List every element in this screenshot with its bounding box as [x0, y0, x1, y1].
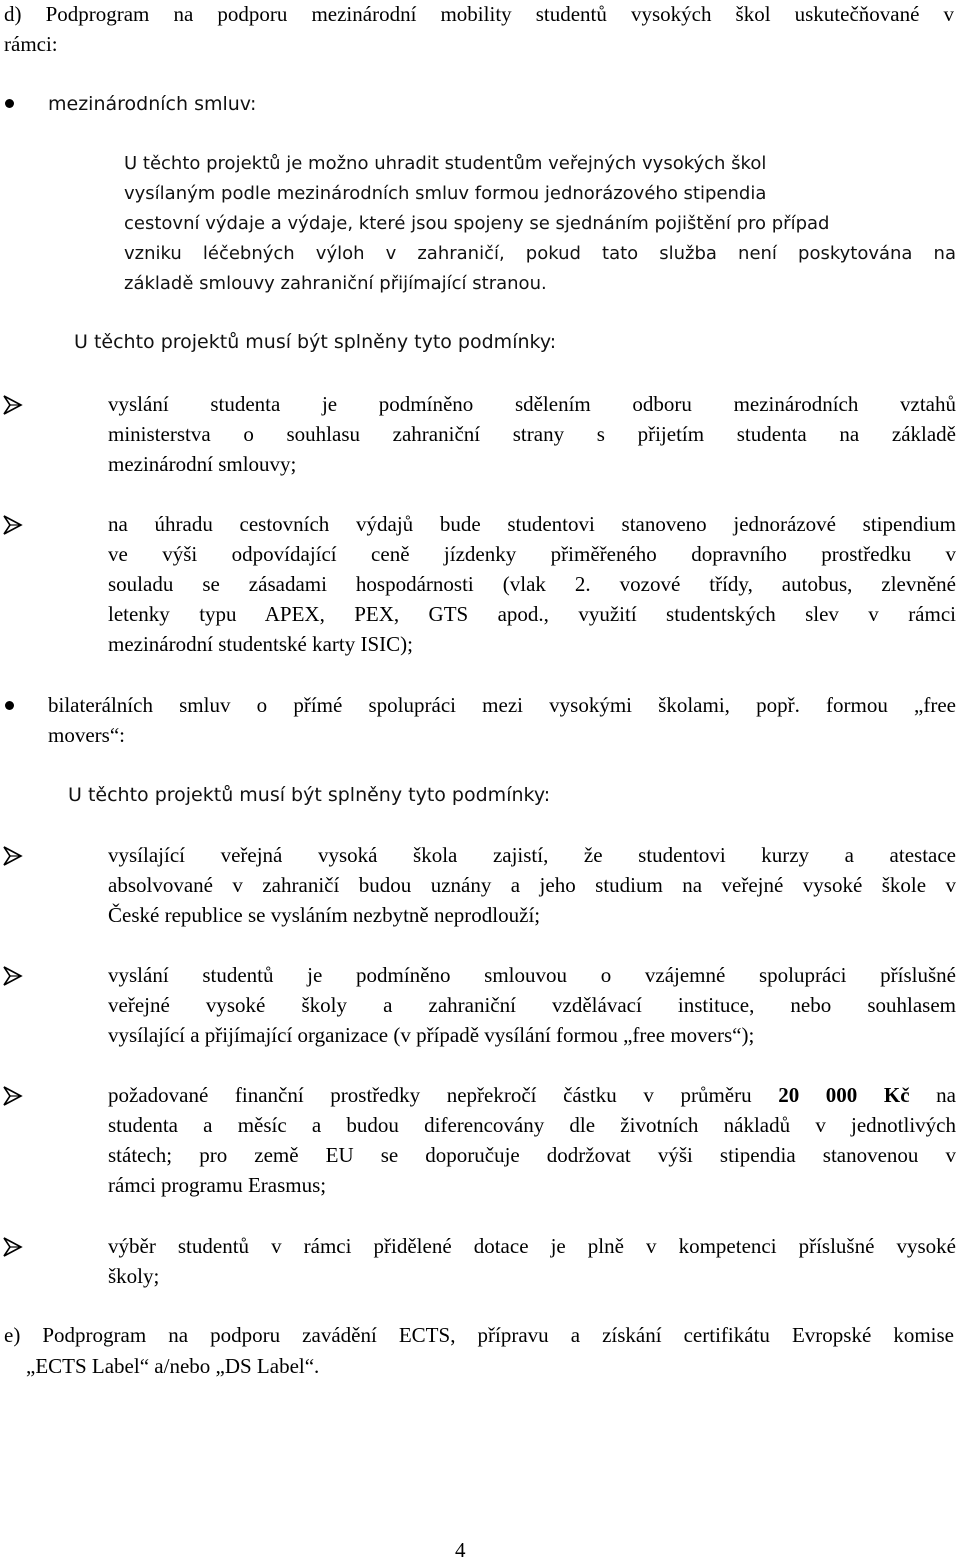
section-d-heading-line2: rámci:: [4, 32, 58, 56]
condition-line: České republice se vysláním nezbytně neprodlouží;: [108, 903, 541, 927]
condition-line: [108, 1080, 956, 1110]
condition-line: vyslání studentů je podmíněno smlouvou o vzájemné spolupráci příslušné: [108, 963, 956, 987]
condition-line: státech; pro země EU se doporučuje dodržovat výši stipendia stanovenou v: [108, 1143, 956, 1167]
arrow-bullet-icon: [2, 965, 24, 987]
condition-line: veřejné vysoké školy a zahraniční vzdělávací instituce, nebo souhlasem: [108, 993, 956, 1017]
bullet1-paragraph-line: U těchto projektů je možno uhradit studentům veřejných vysokých škol: [124, 153, 767, 174]
condition-line: na úhradu cestovních výdajů bude studentovi stanoveno jednorázové stipendium: [108, 512, 956, 536]
bullet-icon: [5, 701, 14, 710]
condition-line: školy;: [108, 1264, 160, 1288]
bullet1-paragraph-line: vysílaným podle mezinárodních smluv formou jednorázového stipendia: [124, 183, 767, 204]
arrow-bullet-icon: [2, 1085, 24, 1107]
condition-text: požadované finanční prostředky nepřekročí částku v průměru: [108, 1083, 779, 1107]
condition-line: studenta a měsíc a budou diferencovány dle životních nákladů v jednotlivých: [108, 1113, 956, 1137]
page-number: 4: [455, 1538, 466, 1562]
bullet2-label-line1: bilaterálních smluv o přímé spolupráci mezi vysokými školami, popř. formou „free: [48, 693, 956, 717]
bullet1-paragraph-line: vzniku léčebných výloh v zahraničí, pokud tato služba není poskytována na: [124, 243, 956, 264]
section-d-heading-line1: d) Podprogram na podporu mezinárodní mobility studentů vysokých škol uskutečňované v: [4, 2, 954, 26]
bullet1-paragraph-line: základě smlouvy zahraniční přijímající stranou.: [124, 273, 547, 294]
condition-line: rámci programu Erasmus;: [108, 1173, 327, 1197]
arrow-bullet-icon: [2, 514, 24, 536]
arrow-bullet-icon: [2, 394, 24, 416]
condition-line: vysílající a přijímající organizace (v případě vysílání formou „free movers“);: [108, 1023, 755, 1047]
condition-line: vysílající veřejná vysoká škola zajistí, že studentovi kurzy a atestace: [108, 843, 956, 867]
condition-line: absolvované v zahraničí budou uznány a jeho studium na veřejné vysoké škole v: [108, 873, 956, 897]
condition-line: ve výši odpovídající ceně jízdenky přiměřeného dopravního prostředku v: [108, 542, 956, 566]
bullet1-label: mezinárodních smluv:: [48, 93, 257, 115]
bullet-icon: [5, 99, 14, 108]
section-e-heading-line1: e) Podprogram na podporu zavádění ECTS, přípravu a získání certifikátu Evropské komise: [4, 1323, 954, 1347]
condition-text: na: [909, 1083, 957, 1107]
bullet2-conditions-intro: U těchto projektů musí být splněny tyto podmínky:: [68, 784, 551, 806]
condition-line: vyslání studenta je podmíněno sdělením odboru mezinárodních vztahů: [108, 392, 956, 416]
condition-line: ministerstva o souhlasu zahraniční strany s přijetím studenta na základě: [108, 422, 956, 446]
condition-line: souladu se zásadami hospodárnosti (vlak 2. vozové třídy, autobus, zlevněné: [108, 572, 956, 596]
condition-line: mezinárodní smlouvy;: [108, 452, 297, 476]
condition-line: letenky typu APEX, PEX, GTS apod., využití studentských slev v rámci: [108, 602, 956, 626]
section-e-heading-line2: „ECTS Label“ a/nebo „DS Label“.: [26, 1354, 320, 1378]
amount-value: 20 000 Kč: [778, 1083, 910, 1107]
bullet2-label-line2: movers“:: [48, 723, 125, 747]
arrow-bullet-icon: [2, 1236, 24, 1258]
bullet1-conditions-intro: U těchto projektů musí být splněny tyto podmínky:: [74, 331, 557, 353]
condition-line: výběr studentů v rámci přidělené dotace je plně v kompetenci příslušné vysoké: [108, 1234, 956, 1258]
arrow-bullet-icon: [2, 845, 24, 867]
condition-line: mezinárodní studentské karty ISIC);: [108, 632, 414, 656]
bullet1-paragraph-line: cestovní výdaje a výdaje, které jsou spojeny se sjednáním pojištění pro případ: [124, 213, 830, 234]
